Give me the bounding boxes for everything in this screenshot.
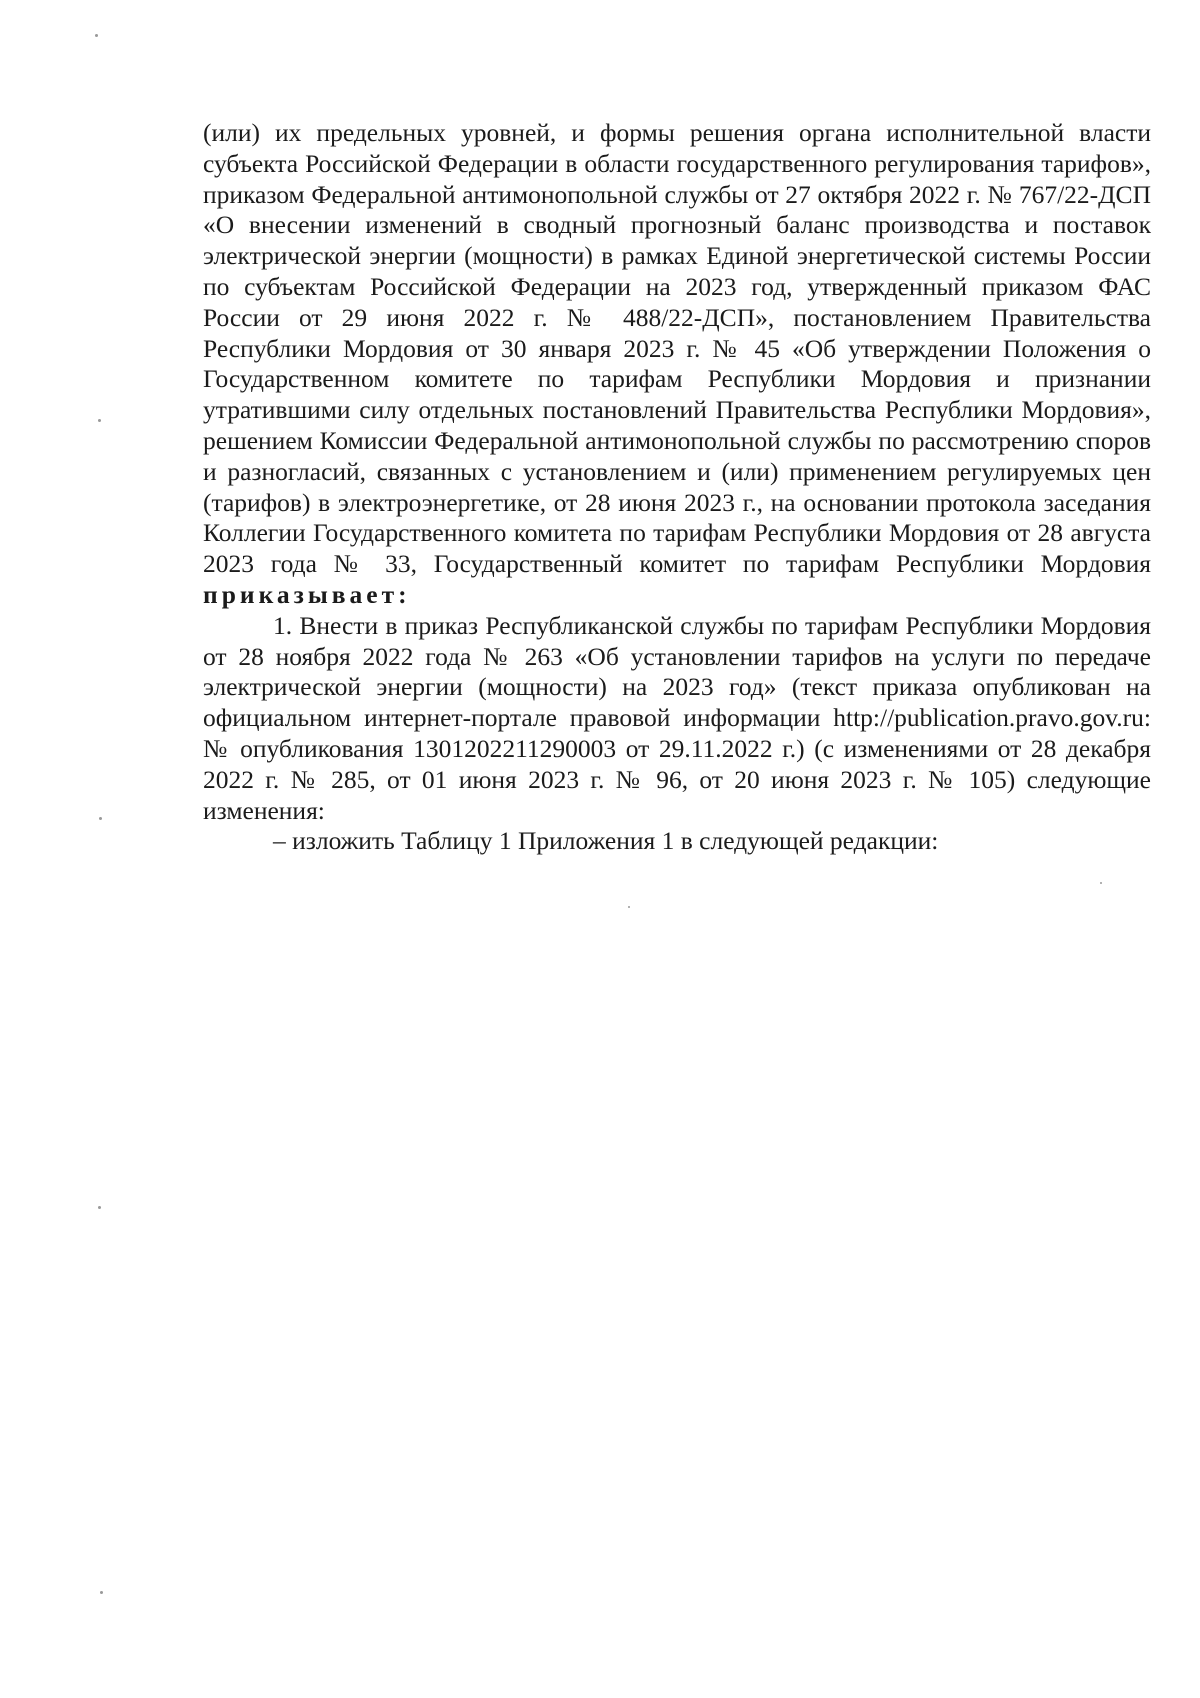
scan-speck bbox=[99, 817, 102, 820]
scan-speck bbox=[95, 34, 98, 37]
scan-speck bbox=[98, 1206, 101, 1209]
scan-speck bbox=[628, 906, 630, 908]
document-body bbox=[203, 118, 1151, 857]
scan-speck bbox=[100, 1591, 103, 1594]
intro-paragraph bbox=[203, 118, 1151, 611]
intro-text: (или) их предельных уровней, и формы решения органа исполнительной власти субъекта Российской Федерации в области государственного регулирования тарифов», приказом Федеральной антимонопольной службы от 27 октября 2022 г. № 767/22-ДСП «О внесении изменений в сводный прогнозный баланс производства и поставок электрической энергии (мощности) в рамках Единой энергетической системы России по субъектам Российской Федерации на 2023 год, утвержденный приказом ФАС России от 29 июня 2022 г. № 488/22-ДСП», постановлением Правительства Республики Мордовия от 30 января 2023 г. № 45 «Об утверждении Положения о Государственном комитете по тарифам Республики Мордовия и признании утратившими силу отдельных постановлений Правительства Республики Мордовия», решением Комиссии Федеральной антимонопольной службы по рассмотрению споров и разногласий, связанных с установлением и (или) применением регулируемых цен (тарифов) в электроэнергетике, от 28 июня 2023 г., на основании протокола заседания Коллегии Государственного комитета по тарифам Республики Мордовия от 28 августа 2023 года № 33, Государственный комитет по тарифам Республики Мордовия bbox=[203, 118, 1151, 579]
scan-speck bbox=[1100, 882, 1102, 884]
item-1-paragraph: 1. Внести в приказ Республиканской службы по тарифам Республики Мордовия от 28 ноября 2022 года № 263 «Об установлении тарифов на услуги по передаче электрической энергии (мощности) на 2023 год» (текст приказа опубликован на официальном интернет-портале правовой информации http://publication.pravo.gov.ru: № опубликования 1301202211290003 от 29.11.2022 г.) (с изменениями от 28 декабря 2022 г. № 285, от 01 июня 2023 г. № 96, от 20 июня 2023 г. № 105) следующие изменения: bbox=[203, 610, 1151, 825]
orders-word: приказывает: bbox=[203, 579, 411, 609]
scan-speck bbox=[98, 419, 101, 422]
bullet-paragraph: – изложить Таблицу 1 Приложения 1 в следующей редакции: bbox=[273, 826, 939, 856]
